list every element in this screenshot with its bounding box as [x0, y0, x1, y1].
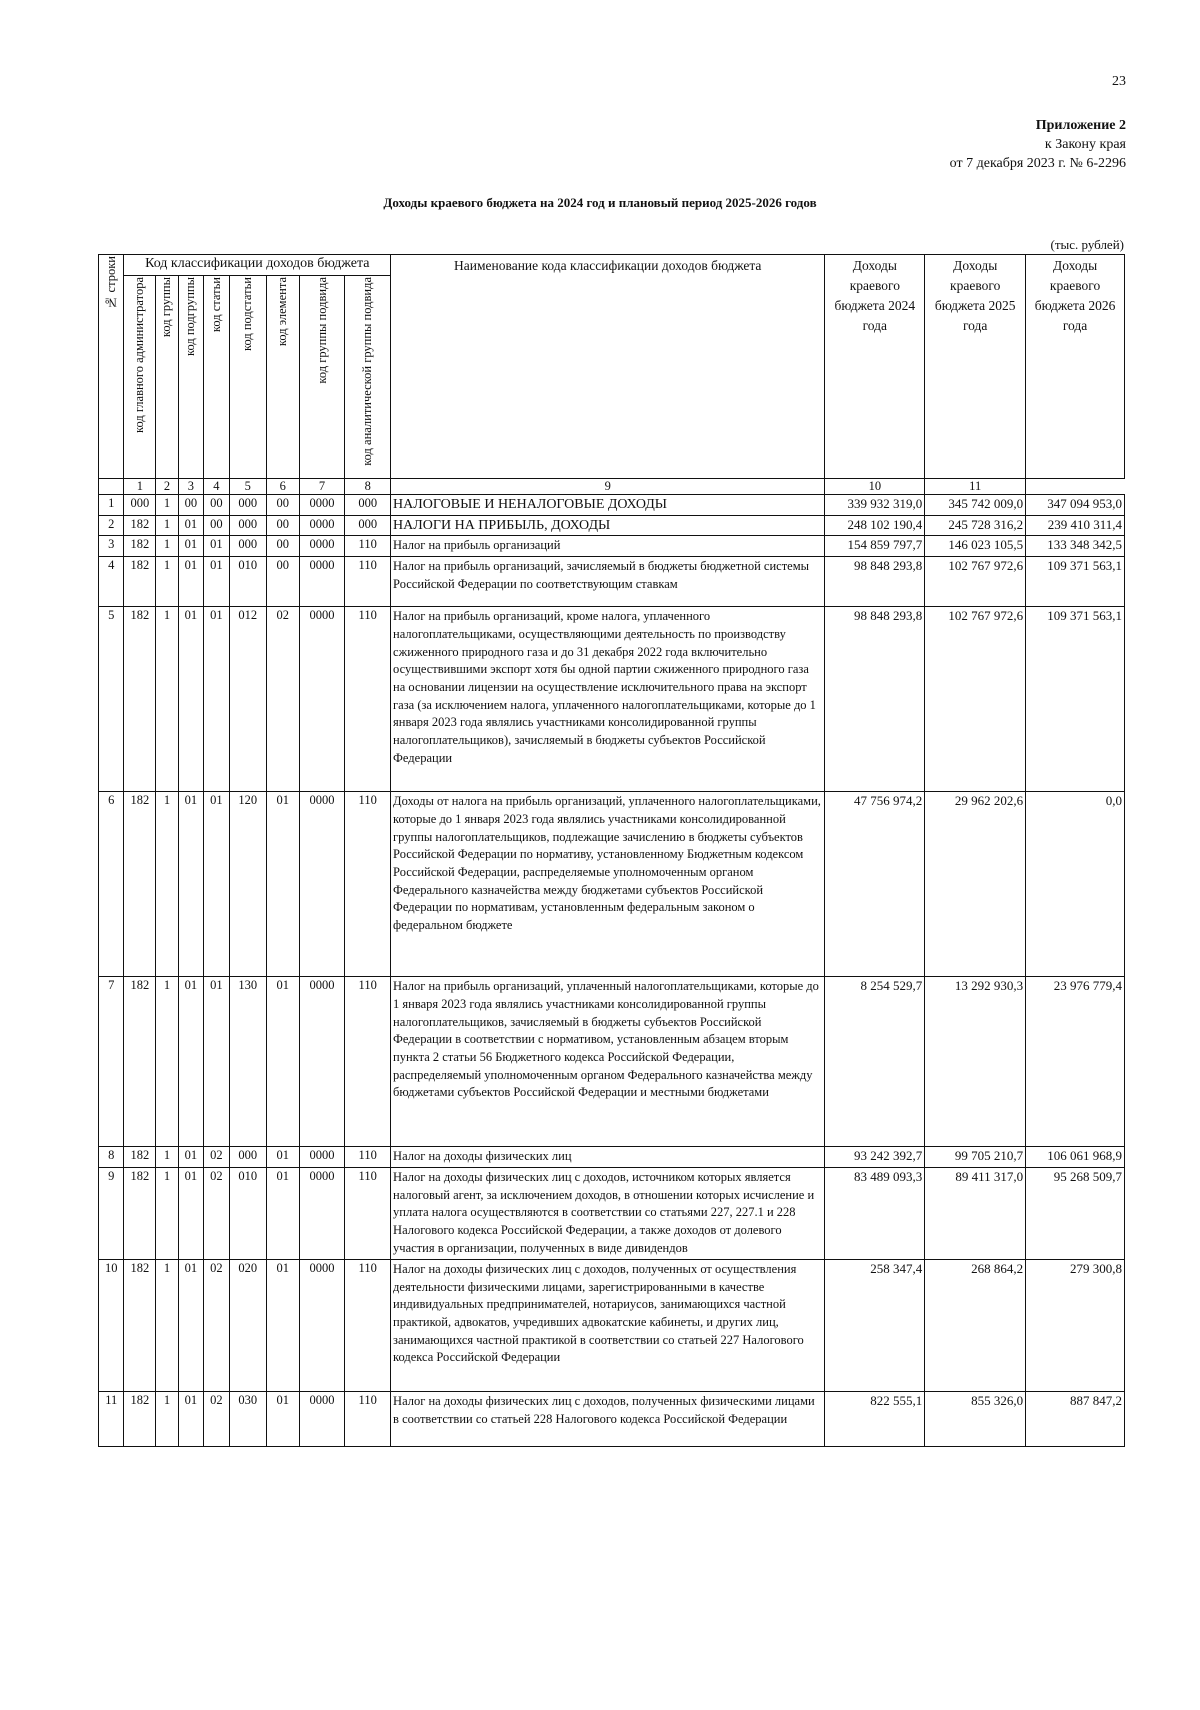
col-number: 6	[266, 479, 299, 495]
code-subgroup: 01	[178, 607, 203, 792]
amount-2024: 83 489 093,3	[825, 1167, 925, 1259]
code-subtype: 0000	[299, 515, 345, 536]
code-subgroup: 01	[178, 1391, 203, 1446]
code-element: 00	[266, 515, 299, 536]
income-name: Налог на прибыль организаций	[391, 536, 825, 557]
row-number: 1	[99, 495, 124, 516]
row-number: 2	[99, 515, 124, 536]
code-subgroup: 01	[178, 1167, 203, 1259]
code-group: 1	[156, 1147, 178, 1168]
code-article: 01	[204, 536, 229, 557]
table-row	[99, 1147, 1125, 1168]
table-row	[99, 792, 1125, 977]
income-name: Налог на доходы физических лиц с доходов, полученных физическими лицами в соответствии со статьей 228 Налогового кодекса Российской Федерации	[391, 1391, 825, 1446]
table-row	[99, 515, 1125, 536]
code-subarticle: 000	[229, 1147, 266, 1168]
col-number: 8	[345, 479, 391, 495]
header-2025: Доходы краевого бюджета 2025 года	[925, 255, 1026, 479]
code-subgroup: 01	[178, 536, 203, 557]
amount-2026: 0,0	[1026, 792, 1125, 977]
code-subarticle: 012	[229, 607, 266, 792]
row-number: 7	[99, 977, 124, 1147]
code-article: 02	[204, 1259, 229, 1391]
code-subgroup: 01	[178, 1259, 203, 1391]
code-article: 02	[204, 1391, 229, 1446]
income-name: Доходы от налога на прибыль организаций, уплаченного налогоплательщиками, которые до 1 января 2023 года являлись участниками консолидированной группы налогоплательщиков, подлежащие зачислению в бюджеты субъектов Российской Федерации по нормативу, установленному Бюджетным кодексом Российской Федерации, распределяемые уполномоченным органом Федерального казначейства между бюджетами субъектов Российской Федерации по нормативам, установленным федеральным законом о федеральном бюджете	[391, 792, 825, 977]
header-code-analytic: код аналитической группы подвида	[345, 276, 391, 479]
col-number: 11	[925, 479, 1026, 495]
income-name: Налог на прибыль организаций, зачисляемый в бюджеты бюджетной системы Российской Федерации по соответствующим ставкам	[391, 557, 825, 607]
income-name: НАЛОГОВЫЕ И НЕНАЛОГОВЫЕ ДОХОДЫ	[391, 495, 825, 516]
code-admin: 000	[124, 495, 156, 516]
header-code-article: код статьи	[204, 276, 229, 479]
amount-2026: 133 348 342,5	[1026, 536, 1125, 557]
appendix-title: Приложение 2	[1035, 118, 1126, 133]
amount-2024: 8 254 529,7	[825, 977, 925, 1147]
row-number: 5	[99, 607, 124, 792]
header-code-group-col: код группы	[156, 276, 178, 479]
document-title: Доходы краевого бюджета на 2024 год и плановый период 2025-2026 годов	[383, 195, 817, 210]
amount-2024: 822 555,1	[825, 1391, 925, 1446]
table-row	[99, 1391, 1125, 1446]
header-2026: Доходы краевого бюджета 2026 года	[1026, 255, 1125, 479]
code-group: 1	[156, 557, 178, 607]
code-analytic: 000	[345, 515, 391, 536]
amount-2024: 339 932 319,0	[825, 495, 925, 516]
amount-2024: 98 848 293,8	[825, 557, 925, 607]
code-analytic: 110	[345, 1147, 391, 1168]
code-admin: 182	[124, 515, 156, 536]
code-subarticle: 010	[229, 1167, 266, 1259]
code-element: 01	[266, 792, 299, 977]
code-article: 02	[204, 1147, 229, 1168]
amount-2026: 109 371 563,1	[1026, 557, 1125, 607]
code-admin: 182	[124, 1391, 156, 1446]
code-subgroup: 01	[178, 977, 203, 1147]
code-element: 01	[266, 1391, 299, 1446]
amount-2026: 106 061 968,9	[1026, 1147, 1125, 1168]
code-analytic: 110	[345, 1167, 391, 1259]
code-group: 1	[156, 495, 178, 516]
code-article: 02	[204, 1167, 229, 1259]
code-analytic: 110	[345, 607, 391, 792]
row-number: 9	[99, 1167, 124, 1259]
code-analytic: 000	[345, 495, 391, 516]
code-subtype: 0000	[299, 1259, 345, 1391]
table-row	[99, 607, 1125, 792]
code-subarticle: 030	[229, 1391, 266, 1446]
col-number: 9	[391, 479, 825, 495]
code-subarticle: 000	[229, 536, 266, 557]
income-name: Налог на доходы физических лиц с доходов, источником которых является налоговый агент, за исключением доходов, в отношении которых исчисление и уплата налога осуществляются в соответствии со статьями 227, 227.1 и 228 Налогового кодекса Российской Федерации, а также доходов от долевого участия в организации, полученных в виде дивидендов	[391, 1167, 825, 1259]
code-element: 01	[266, 977, 299, 1147]
amount-2026: 95 268 509,7	[1026, 1167, 1125, 1259]
code-article: 01	[204, 557, 229, 607]
col-number: 3	[178, 479, 203, 495]
code-subarticle: 000	[229, 515, 266, 536]
code-element: 01	[266, 1259, 299, 1391]
code-group: 1	[156, 515, 178, 536]
code-element: 00	[266, 495, 299, 516]
code-analytic: 110	[345, 977, 391, 1147]
income-name: Налог на прибыль организаций, уплаченный налогоплательщиками, которые до 1 января 2023 года являлись участниками консолидированной группы налогоплательщиков, зачисляемый в бюджеты субъектов Российской Федерации в соответствии с нормативом, установленным абзацем вторым пункта 2 статьи 56 Бюджетного кодекса Российской Федерации, распределяемый уполномоченным органом Федерального казначейства между бюджетами субъектов Российской Федерации и местными бюджетами	[391, 977, 825, 1147]
amount-2025: 89 411 317,0	[925, 1167, 1026, 1259]
amount-2024: 248 102 190,4	[825, 515, 925, 536]
code-subtype: 0000	[299, 1167, 345, 1259]
table-row	[99, 1259, 1125, 1391]
amount-2025: 13 292 930,3	[925, 977, 1026, 1147]
appendix-block	[950, 116, 1126, 173]
amount-2026: 23 976 779,4	[1026, 977, 1125, 1147]
amount-2025: 29 962 202,6	[925, 792, 1026, 977]
amount-2025: 245 728 316,2	[925, 515, 1026, 536]
code-subtype: 0000	[299, 495, 345, 516]
header-code-subarticle: код подстатьи	[229, 276, 266, 479]
code-admin: 182	[124, 1167, 156, 1259]
code-subtype: 0000	[299, 536, 345, 557]
header-name: Наименование кода классификации доходов бюджета	[391, 255, 825, 479]
amount-2026: 279 300,8	[1026, 1259, 1125, 1391]
amount-2024: 47 756 974,2	[825, 792, 925, 977]
amount-2025: 855 326,0	[925, 1391, 1026, 1446]
table-row	[99, 1167, 1125, 1259]
code-subgroup: 01	[178, 1147, 203, 1168]
row-number: 3	[99, 536, 124, 557]
income-name: НАЛОГИ НА ПРИБЫЛЬ, ДОХОДЫ	[391, 515, 825, 536]
code-element: 00	[266, 536, 299, 557]
amount-2026: 239 410 311,4	[1026, 515, 1125, 536]
code-subgroup: 00	[178, 495, 203, 516]
table-row	[99, 495, 1125, 516]
row-number: 10	[99, 1259, 124, 1391]
income-name: Налог на прибыль организаций, кроме налога, уплаченного налогоплательщиками, осуществляющими деятельность по производству сжиженного природного газа и до 31 декабря 2022 года включительно осуществившими экспорт хотя бы одной партии сжиженного природного газа на основании лицензии на осуществление исключительного права на экспорт газа (за исключением налога, уплаченного налогоплательщиками, которые до 1 января 2023 года являлись участниками консолидированной группы налогоплательщиков), зачисляемый в бюджеты субъектов Российской Федерации	[391, 607, 825, 792]
col-number: 2	[156, 479, 178, 495]
row-number: 8	[99, 1147, 124, 1168]
table-row	[99, 536, 1125, 557]
amount-2025: 102 767 972,6	[925, 557, 1026, 607]
code-admin: 182	[124, 1259, 156, 1391]
code-analytic: 110	[345, 1391, 391, 1446]
col-number	[99, 479, 124, 495]
code-admin: 182	[124, 792, 156, 977]
amount-2024: 98 848 293,8	[825, 607, 925, 792]
amount-2024: 154 859 797,7	[825, 536, 925, 557]
header-code-subtype: код группы подвида	[299, 276, 345, 479]
code-subtype: 0000	[299, 977, 345, 1147]
code-subtype: 0000	[299, 1147, 345, 1168]
code-admin: 182	[124, 1147, 156, 1168]
col-number: 4	[204, 479, 229, 495]
col-number: 10	[825, 479, 925, 495]
code-admin: 182	[124, 557, 156, 607]
code-subarticle: 010	[229, 557, 266, 607]
header-2024: Доходы краевого бюджета 2024 года	[825, 255, 925, 479]
code-group: 1	[156, 977, 178, 1147]
header-row-no: № строки	[99, 255, 124, 479]
code-group: 1	[156, 792, 178, 977]
code-article: 00	[204, 515, 229, 536]
code-admin: 182	[124, 607, 156, 792]
code-analytic: 110	[345, 792, 391, 977]
amount-2025: 102 767 972,6	[925, 607, 1026, 792]
row-number: 11	[99, 1391, 124, 1446]
col-number: 7	[299, 479, 345, 495]
header-code-subgroup: код подгруппы	[178, 276, 203, 479]
code-element: 01	[266, 1147, 299, 1168]
col-number: 5	[229, 479, 266, 495]
amount-2026: 887 847,2	[1026, 1391, 1125, 1446]
amount-2025: 146 023 105,5	[925, 536, 1026, 557]
row-number: 6	[99, 792, 124, 977]
income-name: Налог на доходы физических лиц	[391, 1147, 825, 1168]
amount-2024: 93 242 392,7	[825, 1147, 925, 1168]
code-admin: 182	[124, 977, 156, 1147]
code-subarticle: 000	[229, 495, 266, 516]
code-analytic: 110	[345, 1259, 391, 1391]
code-subgroup: 01	[178, 557, 203, 607]
header-code-admin: код главного администратора	[124, 276, 156, 479]
code-subarticle: 120	[229, 792, 266, 977]
code-group: 1	[156, 536, 178, 557]
table-row	[99, 977, 1125, 1147]
table-row	[99, 557, 1125, 607]
code-analytic: 110	[345, 557, 391, 607]
code-article: 01	[204, 607, 229, 792]
code-subtype: 0000	[299, 1391, 345, 1446]
code-element: 02	[266, 607, 299, 792]
amount-2024: 258 347,4	[825, 1259, 925, 1391]
header-code-element: код элемента	[266, 276, 299, 479]
code-subgroup: 01	[178, 792, 203, 977]
code-element: 00	[266, 557, 299, 607]
code-element: 01	[266, 1167, 299, 1259]
col-number: 1	[124, 479, 156, 495]
code-group: 1	[156, 1391, 178, 1446]
code-subtype: 0000	[299, 557, 345, 607]
code-subgroup: 01	[178, 515, 203, 536]
code-admin: 182	[124, 536, 156, 557]
amount-2025: 99 705 210,7	[925, 1147, 1026, 1168]
header-code-group: Код классификации доходов бюджета	[124, 255, 391, 276]
code-subarticle: 020	[229, 1259, 266, 1391]
code-article: 01	[204, 792, 229, 977]
code-subarticle: 130	[229, 977, 266, 1147]
income-name: Налог на доходы физических лиц с доходов, полученных от осуществления деятельности физическими лицами, зарегистрированными в качестве индивидуальных предпринимателей, нотариусов, занимающихся частной практикой, адвокатов, учредивших адвокатские кабинеты, и других лиц, занимающихся частной практикой в соответствии со статьей 227 Налогового кодекса Российской Федерации	[391, 1259, 825, 1391]
code-group: 1	[156, 1259, 178, 1391]
code-group: 1	[156, 607, 178, 792]
amount-2025: 268 864,2	[925, 1259, 1026, 1391]
column-number-row	[99, 479, 1125, 495]
code-subtype: 0000	[299, 607, 345, 792]
appendix-law: к Закону края	[1044, 137, 1126, 152]
units-label: (тыс. рублей)	[1050, 237, 1124, 252]
page-number: 23	[1112, 74, 1126, 89]
amount-2026: 109 371 563,1	[1026, 607, 1125, 792]
row-number: 4	[99, 557, 124, 607]
code-group: 1	[156, 1167, 178, 1259]
code-article: 01	[204, 977, 229, 1147]
budget-table	[98, 254, 1125, 1447]
amount-2025: 345 742 009,0	[925, 495, 1026, 516]
code-article: 00	[204, 495, 229, 516]
code-subtype: 0000	[299, 792, 345, 977]
amount-2026: 347 094 953,0	[1026, 495, 1125, 516]
code-analytic: 110	[345, 536, 391, 557]
appendix-date: от 7 декабря 2023 г. № 6-2296	[949, 156, 1126, 171]
